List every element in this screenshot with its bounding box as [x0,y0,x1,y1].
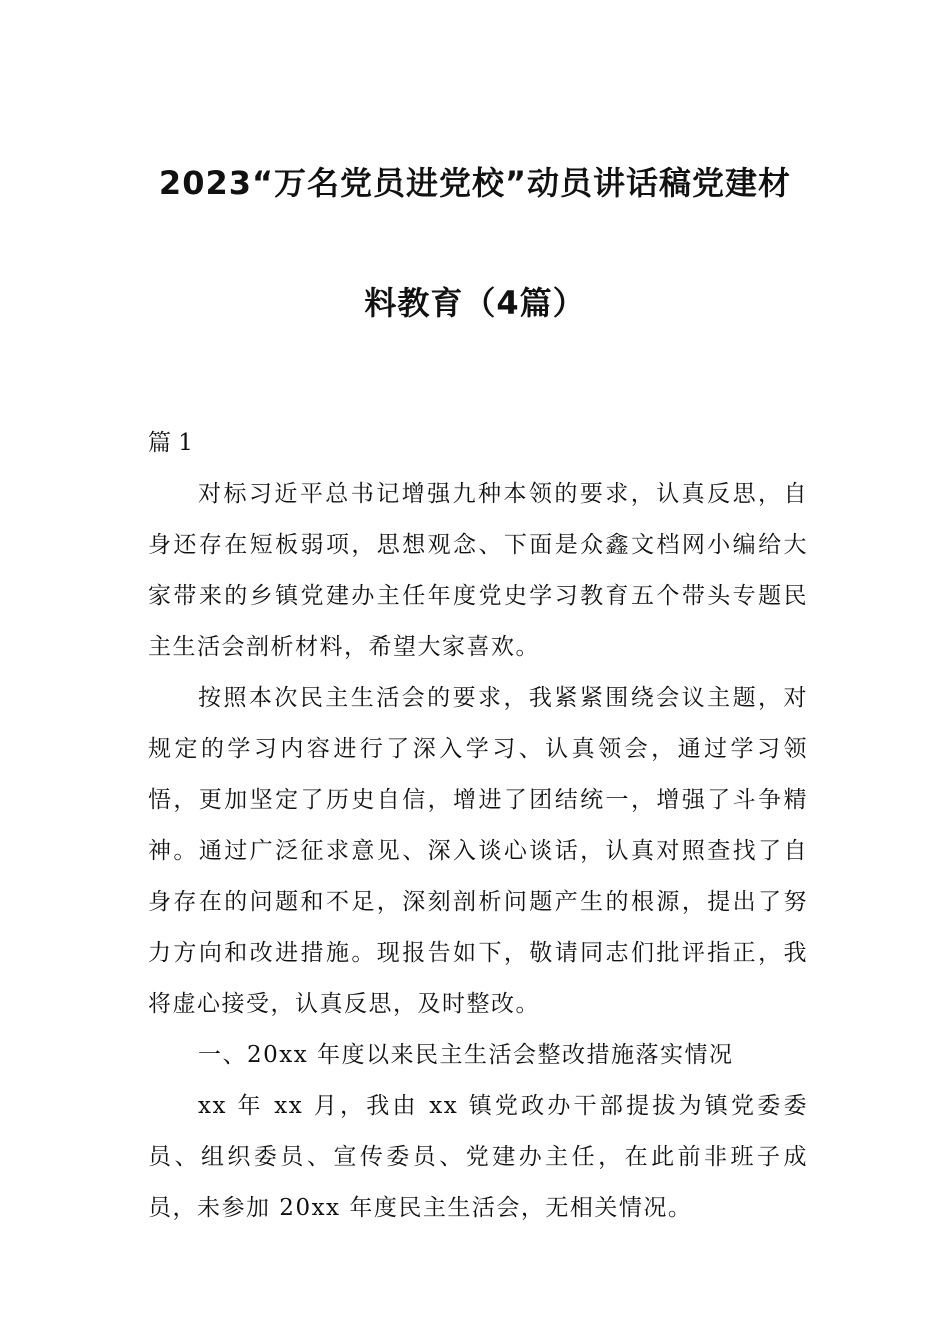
paragraph: 按照本次民主生活会的要求，我紧紧围绕会议主题，对规定的学习内容进行了深入学习、认真领会，通过学习领悟，更加坚定了历史自信，增进了团结统一，增强了斗争精神。通过广泛征求意见、深入谈心谈话，认真对照查找了自身存在的问题和不足，深刻剖析问题产生的根源，提出了努力方向和改进措施。现报告如下，敬请同志们批评指正，我将虚心接受，认真反思，及时整改。 [148,685,808,1017]
paragraph: xx 年 xx 月，我由 xx 镇党政办干部提拔为镇党委委员、组织委员、宣传委员、党建办主任，在此前非班子成员，未参加 20xx 年度民主生活会，无相关情况。 [148,1093,808,1221]
document-title-line-2: 料教育（4篇） [364,284,586,322]
document-body [148,418,808,1234]
document-title-line-1: 2023“万名党员进党校”动员讲话稿党建材 [158,164,792,202]
section-label: 篇 1 [148,430,193,456]
section-heading: 一、20xx 年度以来民主生活会整改措施落实情况 [198,1042,734,1068]
paragraph: 对标习近平总书记增强九种本领的要求，认真反思，自身还存在短板弱项，思想观念、下面是众鑫文档网小编给大家带来的乡镇党建办主任年度党史学习教育五个带头专题民主生活会剖析材料，希望大家喜欢。 [148,481,808,660]
